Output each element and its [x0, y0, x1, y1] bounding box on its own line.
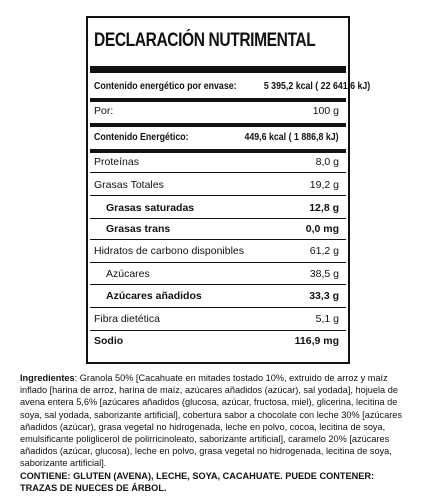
nutrient-row	[94, 243, 339, 259]
thick-divider	[90, 98, 346, 102]
nutrient-label: Grasas saturadas	[106, 202, 195, 214]
nutrient-label: Proteínas	[94, 156, 139, 168]
divider	[90, 172, 346, 173]
nutrient-value: 5,1 g	[315, 313, 339, 325]
nutrient-row	[106, 221, 339, 237]
divider	[90, 262, 346, 263]
panel-title: DECLARACIÓN NUTRIMENTAL	[94, 30, 316, 51]
ingredients-text: : Granola 50% [Cacahuate en mitades tostado 10%, extruido de arroz y maíz inflado [harina de arroz, harina de maíz, azúcares añadidos (azúcar), sal yodada], hojuela de avena entera 5,6% [azúcares añadidos (glucosa, azúcar, fructosa, miel), glicerina, lecitina de soya, sal yodada, saborizante artificial], cobertura sabor a chocolate con leche 30% [azúcares añadidos (azúcar), grasa vegetal no hidrogenada, leche en polvo, cocoa, lecitina de soya, emulsificante poliglicerol de polirricinoleato, saborizante artificial], caramelo 20% [azúcares añadidos (azúcar, glucosa), leche en polvo, grasa vegetal no hidrogenada, lecitina de soya, saborizante artificial].	[20, 373, 403, 469]
nutrient-row	[94, 333, 339, 349]
divider	[90, 307, 346, 308]
divider	[90, 284, 346, 285]
nutrient-row	[94, 311, 339, 327]
divider	[90, 195, 346, 196]
nutrient-value: 0,0 mg	[305, 223, 339, 235]
divider	[90, 218, 346, 219]
ingredients-block	[20, 372, 412, 494]
allergen-statement: CONTIENE: GLUTEN (AVENA), LECHE, SOYA, CACAHUATE. PUEDE CONTENER: TRAZAS DE NUECES DE ÁRBOL.	[20, 470, 375, 493]
thick-divider	[90, 149, 346, 153]
per-value: 100 g	[312, 105, 339, 117]
nutrient-label: Sodio	[94, 335, 124, 347]
energy-per-pack-value: 5 395,2 kcal ( 22 641,6 kJ)	[264, 80, 371, 92]
divider	[90, 330, 346, 331]
nutrient-value: 12,8 g	[309, 202, 339, 214]
nutrient-value: 61,2 g	[309, 245, 339, 257]
energy-per-pack-label: Contenido energético por envase:	[94, 80, 237, 92]
nutrient-row	[106, 288, 339, 304]
thick-divider	[90, 123, 346, 127]
energy-value: 449,6 kcal ( 1 886,8 kJ)	[244, 131, 339, 143]
nutrient-row	[106, 200, 339, 216]
thick-divider	[90, 66, 346, 73]
nutrient-label: Azúcares añadidos	[106, 290, 202, 302]
per-label: Por:	[94, 105, 114, 117]
per-row	[94, 103, 339, 119]
nutrient-value: 33,3 g	[309, 290, 339, 302]
energy-label: Contenido Energético:	[94, 131, 189, 143]
nutrient-label: Fibra dietética	[94, 313, 160, 325]
nutrient-label: Hidratos de carbono disponibles	[94, 245, 245, 257]
nutrient-label: Azúcares	[106, 268, 150, 280]
energy-per-pack-row	[94, 78, 371, 94]
energy-row	[94, 129, 339, 145]
nutrient-value: 8,0 g	[315, 156, 339, 168]
ingredients-heading: Ingredientes	[20, 373, 75, 383]
nutrient-row	[94, 154, 339, 170]
nutrient-value: 116,9 mg	[294, 335, 339, 347]
nutrient-row	[106, 266, 339, 282]
nutrient-label: Grasas trans	[106, 223, 171, 235]
nutrient-value: 19,2 g	[309, 179, 339, 191]
divider	[90, 239, 346, 240]
nutrient-value: 38,5 g	[309, 268, 339, 280]
nutrient-label: Grasas Totales	[94, 179, 164, 191]
nutrient-row	[94, 177, 339, 193]
